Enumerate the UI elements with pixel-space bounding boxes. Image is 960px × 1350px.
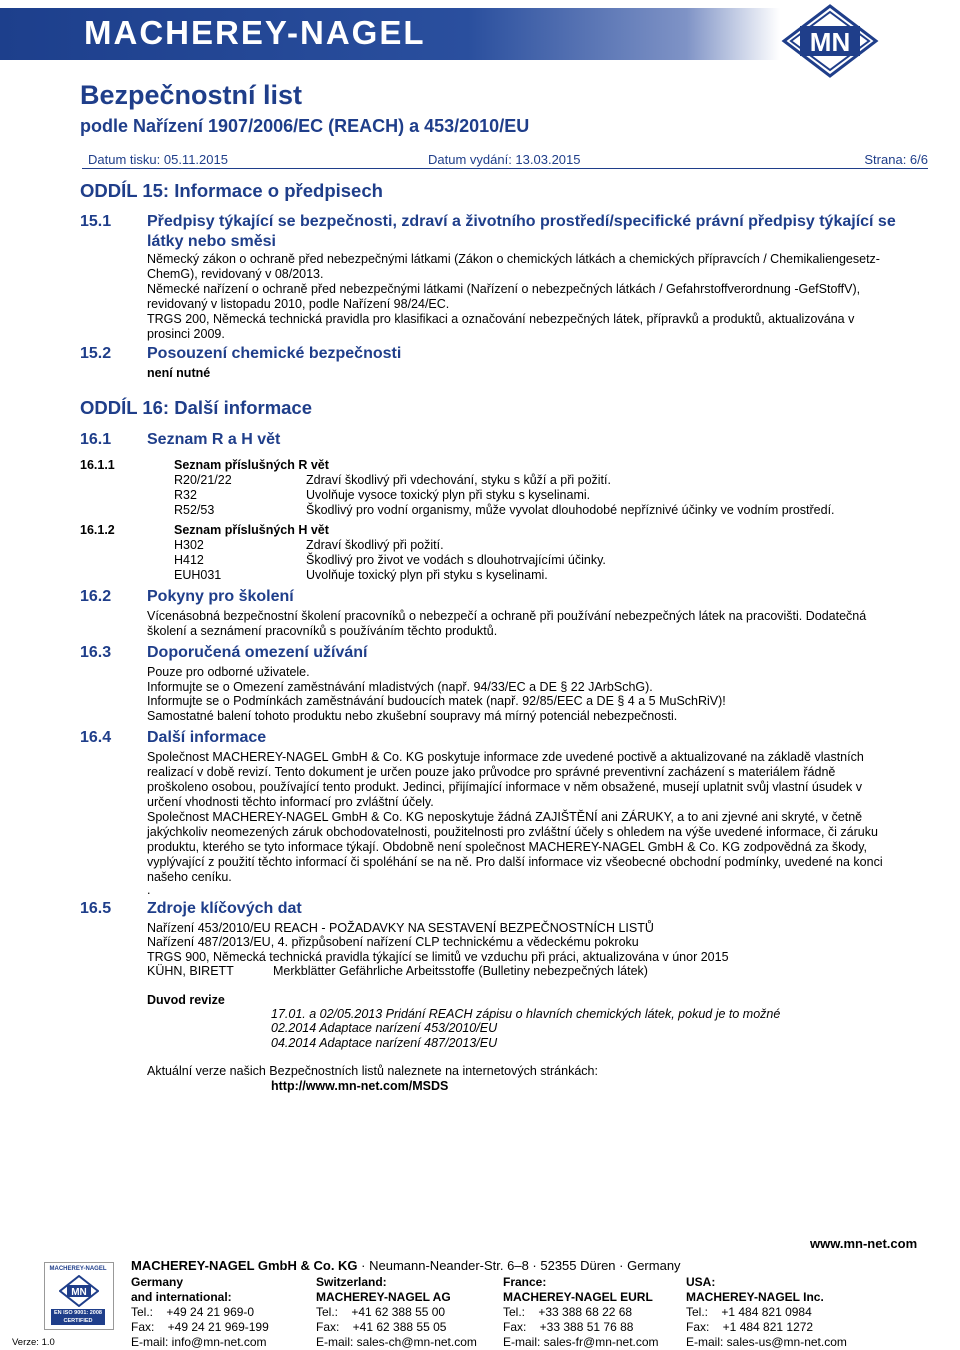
s163-title: Doporučená omezení užívání (147, 644, 368, 661)
s151-p3-2: prosinci 2009. (147, 327, 225, 341)
r-code: R20/21/22 (174, 473, 232, 487)
s164-line: našeho ceníku. (147, 870, 232, 884)
kuhn-text: Merkblätter Gefährliche Arbeitsstoffe (Bulletiny nebezpečných látek) (273, 964, 648, 978)
col-fax: Fax: +41 62 388 55 05 (316, 1320, 447, 1334)
mn-logo-icon (780, 4, 880, 78)
s151-p2-2: revidovaný v listopadu 2010, podle Nařízení 98/24/EC. (147, 297, 450, 311)
s151-title-2: látky nebo směsi (147, 233, 276, 250)
revision-line: 17.01. a 02/05.2013 Pridání REACH zápisu o hlavních chemických látek, pokud je to možné (271, 1007, 781, 1021)
s151-p3-1: TRGS 200, Německá technická pravidla pro klasifikaci a označování nebezpečných látek, přípravků a produktů, aktualizována v (147, 312, 855, 326)
col-fax: Fax: +49 24 21 969-199 (131, 1320, 269, 1334)
footer-logo (44, 1262, 114, 1330)
col-tel: Tel.: +1 484 821 0984 (686, 1305, 812, 1319)
kuhn-label: KÜHN, BIRETT (147, 964, 234, 978)
brand-name: MACHEREY-NAGEL (84, 14, 426, 51)
h-code: H302 (174, 538, 204, 552)
s165-line: Nařízení 453/2010/EU REACH - POŽADAVKY NA SESTAVENÍ BEZPEČNOSTNÍCH LISTŮ (147, 921, 654, 935)
footer-logo-brand: MACHEREY-NAGEL (49, 1266, 107, 1272)
s164-line: proškoleno osobou, používající tento produkt. Jedinci, přijímající informace v něm obsažené, musejí uplatnit svůj vlastní úsudek v (147, 780, 862, 794)
s164-line: produktu, kterého se tyto informace týkají. Obdobně není společnost MACHEREY-NAGEL GmbH & Co. KG zodpovědná za škody, (147, 840, 868, 854)
s164-line: Společnost MACHEREY-NAGEL GmbH & Co. KG neposkytuje žádná ZAJIŠTĚNÍ ani ZÁRUKY, a to ani zjevné ani skryté, v četně (147, 810, 863, 824)
col-heading: Germany (131, 1275, 184, 1289)
col-subheading: MACHEREY-NAGEL Inc. (686, 1290, 824, 1304)
section15-title: ODDÍL 15: Informace o předpisech (80, 180, 383, 201)
footer-mn-icon (59, 1275, 99, 1307)
msds-link[interactable]: http://www.mn-net.com/MSDS (271, 1079, 449, 1093)
s162-num: 16.2 (80, 588, 112, 605)
col-heading: USA: (686, 1275, 716, 1289)
col-subheading: MACHEREY-NAGEL EURL (503, 1290, 653, 1304)
date-line (82, 150, 928, 169)
footer-col-usa (686, 1275, 847, 1350)
col-email: E-mail: sales-fr@mn-net.com (503, 1335, 659, 1349)
s151-p1-1: Německý zákon o ochraně před nebezpečnými látkami (Zákon o chemických látkách a chemických přípravcích / Chemikaliengesetz- (147, 252, 880, 266)
s151-p1-2: ChemG), revidovaný v 08/2013. (147, 267, 324, 281)
s165-line: Nařízení 487/2013/EU, 4. přizpůsobení nařízení CLP technickému a vědeckému pokroku (147, 935, 639, 949)
s162-title: Pokyny pro školení (147, 588, 294, 605)
s1611-num: 16.1.1 (80, 458, 115, 472)
revision-label: Duvod revize (147, 993, 225, 1007)
col-fax: Fax: +1 484 821 1272 (686, 1320, 814, 1334)
s1612-num: 16.1.2 (80, 523, 115, 537)
footer-col-switzerland (316, 1275, 477, 1350)
s163-line: Samostatné balení tohoto produktu nebo zkušební soupravy má mírný potenciál nebezpečnosti. (147, 709, 678, 723)
issue-date: Datum vydání: 13.03.2015 (428, 152, 581, 167)
company-name: MACHEREY-NAGEL GmbH & Co. KG (131, 1258, 358, 1273)
cert-badge: EN ISO 9001: 2008 CERTIFIED (51, 1309, 105, 1325)
s164-line: . (147, 883, 151, 897)
s165-title: Zdroje klíčových dat (147, 900, 302, 917)
s151-p2-1: Německé nařízení o ochraně před nebezpečnými látkami (Nařízení o nebezpečných látkách / Gefahrstoffverordnung -GefStoffV), (147, 282, 861, 296)
s163-num: 16.3 (80, 644, 112, 661)
col-heading: Switzerland: (316, 1275, 387, 1289)
col-email: E-mail: sales-us@mn-net.com (686, 1335, 847, 1349)
revision-line: 02.2014 Adaptace narízení 453/2010/EU (271, 1021, 498, 1035)
r-code: R32 (174, 488, 197, 502)
s162-line: školení a seznámení pracovníků s používáním těchto produktů. (147, 624, 498, 638)
s152-title: Posouzení chemické bezpečnosti (147, 345, 402, 362)
col-tel: Tel.: +33 388 68 22 68 (503, 1305, 633, 1319)
h-text: Zdraví škodlivý při požití. (306, 538, 444, 552)
col-heading: France: (503, 1275, 547, 1289)
col-subheading: MACHEREY-NAGEL AG (316, 1290, 451, 1304)
s165-line: TRGS 900, Německá technická pravidla týkající se limitů ve vzduchu při práci, aktualizována v únor 2015 (147, 950, 729, 964)
h-code: EUH031 (174, 568, 222, 582)
r-code: R52/53 (174, 503, 215, 517)
s151-num: 15.1 (80, 213, 112, 230)
h-code: H412 (174, 553, 204, 567)
version-label: Verze: 1.0 (12, 1337, 55, 1348)
r-text: Škodlivý pro vodní organismy, může vyvolat dlouhodobé nepříznivé účinky ve vodním prostředí. (306, 503, 835, 517)
footer-logo-text: MN (71, 1287, 87, 1298)
s164-num: 16.4 (80, 729, 112, 746)
s164-line: jakýchkoliv neomezených záruk obchodovatelnosti, použitelnosti pro zvláštní účely s ohledem na výše uvedené informace, či záruku (147, 825, 878, 839)
col-tel: Tel.: +49 24 21 969-0 (131, 1305, 255, 1319)
h-text: Škodlivý pro život ve vodách s dlouhotrvajícími účinky. (306, 553, 606, 567)
print-date: Datum tisku: 05.11.2015 (88, 152, 228, 167)
s161-title: Seznam R a H vět (147, 431, 281, 448)
s163-line: Informujte se o Omezení zaměstnávání mladistvých (např. 94/33/EC a DE § 22 JArbSchG). (147, 680, 653, 694)
h-text: Uvolňuje toxický plyn při styku s kyselinami. (306, 568, 548, 582)
section16-title: ODDÍL 16: Další informace (80, 397, 313, 418)
page-number: Strana: 6/6 (864, 152, 928, 167)
s164-line: realizací v době revizí. Tento dokument je určen pouze jako průvodce pro správné preventivní zacházení s materiálem řádně (147, 765, 836, 779)
s165-num: 16.5 (80, 900, 112, 917)
r-text: Uvolňuje vysoce toxický plyn při styku s kyselinami. (306, 488, 591, 502)
document-subtitle: podle Nařízení 1907/2006/EC (REACH) a 453/2010/EU (80, 116, 530, 136)
col-tel: Tel.: +41 62 388 55 00 (316, 1305, 446, 1319)
col-fax: Fax: +33 388 51 76 88 (503, 1320, 634, 1334)
s161-num: 16.1 (80, 431, 112, 448)
s1611-title: Seznam příslušných R vět (174, 458, 329, 472)
col-email: E-mail: sales-ch@mn-net.com (316, 1335, 477, 1349)
revision-line: 04.2014 Adaptace narízení 487/2013/EU (271, 1036, 498, 1050)
current-version-text: Aktuální verze našich Bezpečnostních listů naleznete na internetových stránkách: (147, 1064, 598, 1078)
s164-title: Další informace (147, 729, 267, 746)
footer-col-germany (131, 1275, 269, 1350)
document-title: Bezpečnostní list (80, 80, 303, 110)
s164-line: vyplývající z použití těchto informací či spoléhání se na ně. Pro další informace viz všeobecné obchodní podmínky, uvedené na konci (147, 855, 883, 869)
s163-line: Informujte se o Podmínkách zaměstnávání budoucích matek (např. 92/85/EEC a DE § 4 a 5 MuSchRiV)! (147, 694, 726, 708)
footer-company (131, 1258, 681, 1273)
s152-num: 15.2 (80, 345, 112, 362)
s162-line: Vícenásobná bezpečnostní školení pracovníků o nebezpečí a ochraně při používání nebezpečných látek na pracovišti. Dodatečná (147, 609, 867, 623)
footer-col-france (503, 1275, 659, 1350)
logo-text: MN (809, 27, 851, 57)
col-email: E-mail: info@mn-net.com (131, 1335, 267, 1349)
company-address: · Neumann-Neander-Str. 6–8 · 52355 Düren · Germany (357, 1258, 681, 1273)
footer-website[interactable]: www.mn-net.com (810, 1236, 918, 1251)
s164-line: určení vhodnosti těchto informací pro zvláštní účely. (147, 795, 434, 809)
s163-line: Pouze pro odborné uživatele. (147, 665, 310, 679)
s1612-title: Seznam příslušných H vět (174, 523, 329, 537)
col-subheading: and international: (131, 1290, 232, 1304)
r-text: Zdraví škodlivý při vdechování, styku s kůží a při požití. (306, 473, 611, 487)
s151-title-1: Předpisy týkající se bezpečnosti, zdraví a životního prostředí/specifické právní předpisy týkající se (147, 213, 896, 230)
s164-line: Společnost MACHEREY-NAGEL GmbH & Co. KG poskytuje informace zde uvedené poctivě a aktualizované na základě vlastních (147, 750, 864, 764)
s152-text: není nutné (147, 366, 211, 380)
